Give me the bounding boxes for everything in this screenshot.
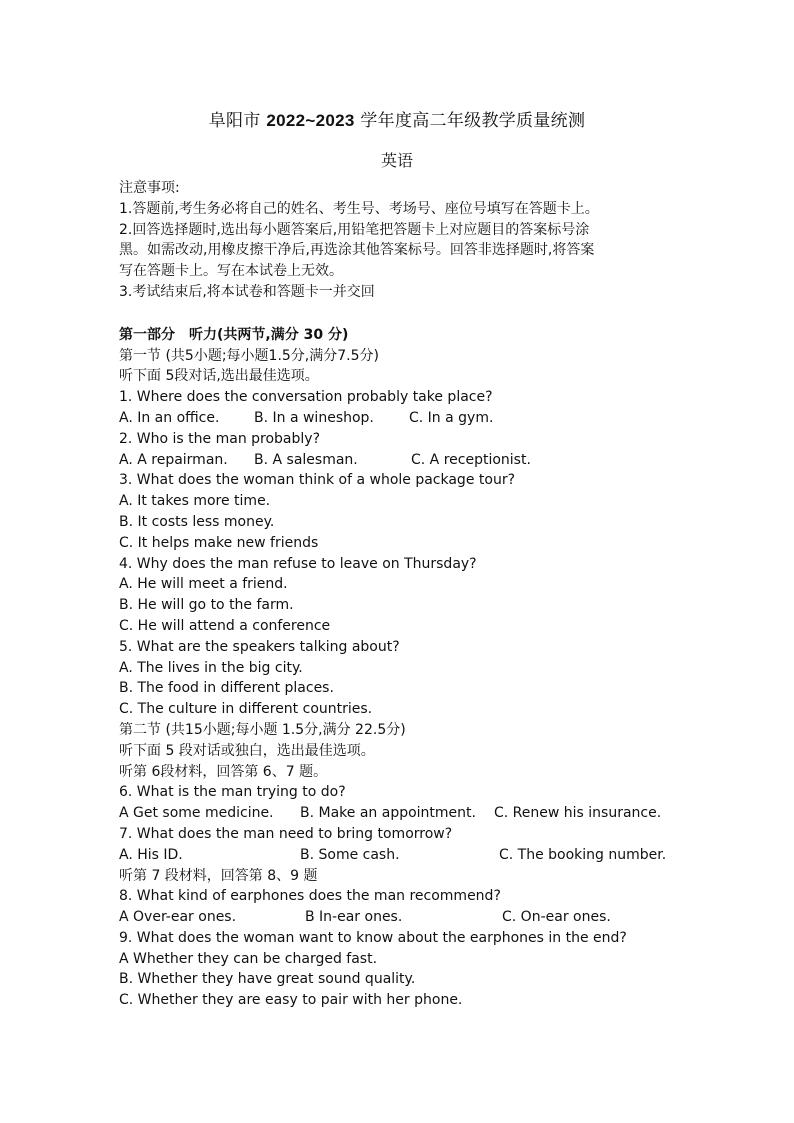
question-6-option-c: C. Renew his insurance. — [494, 805, 662, 822]
question-7-option-b: B. Some cash. — [300, 846, 400, 863]
question-2-options — [119, 450, 679, 471]
question-7-option-c: C. The booking number. — [499, 846, 667, 863]
title-years: 2022~2023 — [266, 111, 355, 130]
question-9-option-a: A Whether they can be charged fast. — [119, 950, 378, 967]
question-6-option-b: B. Make an appointment. — [300, 805, 476, 822]
question-5-option-c: C. The culture in different countries. — [119, 701, 373, 718]
question-7-stem: 7. What does the man need to bring tomorrow? — [119, 825, 453, 842]
notice-item-2-line-2: 黑。如需改动,用橡皮擦干净后,再选涂其他答案标号。回答非选择题时,将答案 — [119, 242, 595, 259]
question-3-stem: 3. What does the woman think of a whole package tour? — [119, 472, 515, 489]
question-9-stem: 9. What does the woman want to know about the earphones in the end? — [119, 929, 627, 946]
section2-heading: 第二节 (共15小题;每小题 1.5分,满分 22.5分) — [119, 721, 406, 738]
question-3-option-a: A. It takes more time. — [119, 493, 271, 510]
question-9-option-c: C. Whether they are easy to pair with her phone. — [119, 992, 463, 1009]
question-8-option-a: A Over-ear ones. — [119, 909, 237, 926]
question-3-option-c: C. It helps make new friends — [119, 534, 319, 551]
exam-title — [0, 106, 794, 131]
question-3-option-b: B. It costs less money. — [119, 513, 275, 530]
title-exam-name: 学年度高二年级教学质量统测 — [360, 111, 586, 131]
question-4-option-a: A. He will meet a friend. — [119, 576, 288, 593]
notice-item-1: 1.答题前,考生务必将自己的姓名、考生号、考场号、座位号填写在答题卡上。 — [119, 200, 599, 217]
question-6-option-a: A Get some medicine. — [119, 805, 274, 822]
section1-heading: 第一节 (共5小题;每小题1.5分,满分7.5分) — [119, 347, 379, 364]
question-4-option-c: C. He will attend a conference — [119, 617, 331, 634]
question-7-options — [119, 845, 679, 866]
question-2-stem: 2. Who is the man probably? — [119, 430, 320, 447]
question-1-option-c: C. In a gym. — [409, 409, 494, 426]
question-6-stem: 6. What is the man trying to do? — [119, 784, 346, 801]
material-7-instructions: 听第 7 段材料，回答第 8、9 题 — [119, 867, 318, 884]
question-2-option-c: C. A receptionist. — [411, 451, 531, 468]
question-6-options — [119, 803, 679, 824]
question-8-options — [119, 907, 679, 928]
section2-instructions: 听下面 5 段对话或独白，选出最佳选项。 — [119, 742, 375, 759]
question-8-option-c: C. On-ear ones. — [502, 909, 611, 926]
subject-title: 英语 — [380, 151, 413, 170]
title-city: 阜阳市 — [208, 111, 261, 131]
question-2-option-b: B. A salesman. — [254, 451, 358, 468]
question-8-stem: 8. What kind of earphones does the man recommend? — [119, 888, 501, 905]
material-6-instructions: 听第 6段材料，回答第 6、7 题。 — [119, 763, 328, 780]
question-4-stem: 4. Why does the man refuse to leave on Thursday? — [119, 555, 477, 572]
exam-body — [119, 178, 679, 1011]
part1-heading: 第一部分 听力(共两节,满分 30 分) — [119, 326, 349, 343]
question-5-stem: 5. What are the speakers talking about? — [119, 638, 400, 655]
question-8-option-b: B In-ear ones. — [305, 909, 403, 926]
notice-heading: 注意事项: — [119, 180, 180, 196]
question-2-option-a: A. A repairman. — [119, 451, 228, 468]
question-1-option-a: A. In an office. — [119, 409, 220, 426]
question-5-option-a: A. The lives in the big city. — [119, 659, 303, 676]
question-5-option-b: B. The food in different places. — [119, 680, 334, 697]
question-1-options — [119, 408, 679, 429]
notice-item-3: 3.考试结束后,将本试卷和答题卡一并交回 — [119, 283, 375, 300]
question-1-stem: 1. Where does the conversation probably take place? — [119, 389, 493, 406]
notice-item-2-line-1: 2.回答选择题时,选出每小题答案后,用铅笔把答题卡上对应题目的答案标号涂 — [119, 221, 590, 238]
question-7-option-a: A. His ID. — [119, 846, 183, 863]
question-9-option-b: B. Whether they have great sound quality. — [119, 971, 416, 988]
question-1-option-b: B. In a wineshop. — [254, 409, 374, 426]
question-4-option-b: B. He will go to the farm. — [119, 597, 294, 614]
section1-instructions: 听下面 5段对话,选出最佳选项。 — [119, 368, 319, 385]
notice-item-2-line-3: 写在答题卡上。写在本试卷上无效。 — [119, 263, 343, 280]
